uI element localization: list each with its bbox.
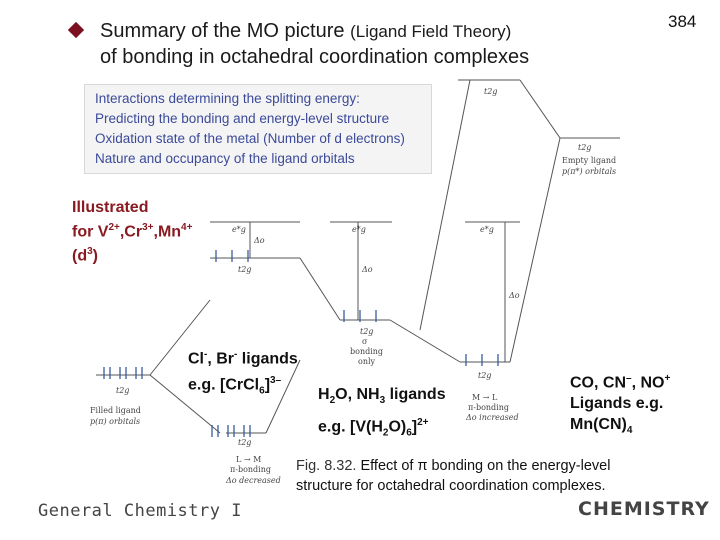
- label-t2g-left: t2g: [238, 265, 252, 274]
- water-ligands-label: $H_2O$, $NH_3$ ligands e.g. $[V(H_2O)_6]^{2+}$: [318, 386, 446, 439]
- label-eg-right: e*g: [480, 225, 494, 234]
- label-delta-left: Δo: [254, 236, 265, 245]
- slide-title-line1: Summary of the MO picture (Ligand Field Theory): [100, 20, 512, 42]
- label-pi-bonding2: π-bonding: [230, 465, 272, 474]
- summary-line-3: Oxidation state of the metal (Number of d electrons): [95, 131, 405, 146]
- label-t2g-empty: t2g: [578, 143, 592, 152]
- summary-box: [84, 84, 432, 174]
- summary-line-4: Nature and occupancy of the ligand orbitals: [95, 151, 355, 166]
- summary-line-1: Interactions determining the splitting energy:: [95, 91, 360, 106]
- connector: [300, 258, 340, 320]
- label-t2g-right: t2g: [478, 371, 492, 380]
- label-m-to-l: M → L: [472, 393, 498, 402]
- page-number: 384: [668, 12, 697, 31]
- chemistry-logo: CHEMISTRY: [578, 498, 710, 520]
- halide-ligands-label: Cl-, Br- ligands e.g. [CrCl$_6$]$^{3-}$: [188, 349, 298, 397]
- label-empty-ligand: Empty ligand: [562, 156, 617, 165]
- label-empty-ligand2: p(π*) orbitals: [562, 167, 617, 176]
- label-delta-mid: Δo: [362, 265, 373, 274]
- figure-caption: Fig. 8.32. Effect of π bonding on the energy-level structure for octahedral coordination complexes.: [296, 458, 611, 494]
- label-filled-ligand2: p(π) orbitals: [90, 417, 141, 426]
- pi-acid-ligands-label: CO, CN–, NO+ Ligands e.g. $Mn(CN)_4$: [570, 373, 671, 437]
- label-pi-bonding: π-bonding: [468, 403, 510, 412]
- label-delta-decreased: Δo decreased: [226, 476, 281, 485]
- label-t2g-filled: t2g: [116, 386, 130, 395]
- summary-line-2: Predicting the bonding and energy-level structure: [95, 111, 390, 126]
- label-delta-right: Δo: [509, 291, 520, 300]
- label-eg-mid: e*g: [352, 225, 366, 234]
- label-sigma: σ: [362, 337, 368, 346]
- label-bonding: bonding: [350, 347, 384, 356]
- slide-title-line2: of bonding in octahedral coordination complexes: [100, 46, 530, 68]
- label-eg-left: e*g: [232, 225, 246, 234]
- label-only: only: [358, 357, 376, 366]
- label-t2g-bottom: t2g: [238, 438, 252, 447]
- connector: [520, 80, 560, 138]
- connector: [390, 320, 460, 362]
- label-l-to-m: L → M: [236, 455, 262, 464]
- label-t2g-center: t2g: [360, 327, 374, 336]
- label-delta-increased: Δo increased: [466, 413, 519, 422]
- connector: [510, 138, 560, 362]
- label-filled-ligand: Filled ligand: [90, 406, 141, 415]
- course-footer: General Chemistry I: [38, 501, 242, 521]
- label-t2g-top: t2g: [484, 87, 498, 96]
- illustrated-label: Illustrated for $V^{2+},Cr^{3+},Mn^{4+}$ $(d^3)$: [72, 199, 193, 265]
